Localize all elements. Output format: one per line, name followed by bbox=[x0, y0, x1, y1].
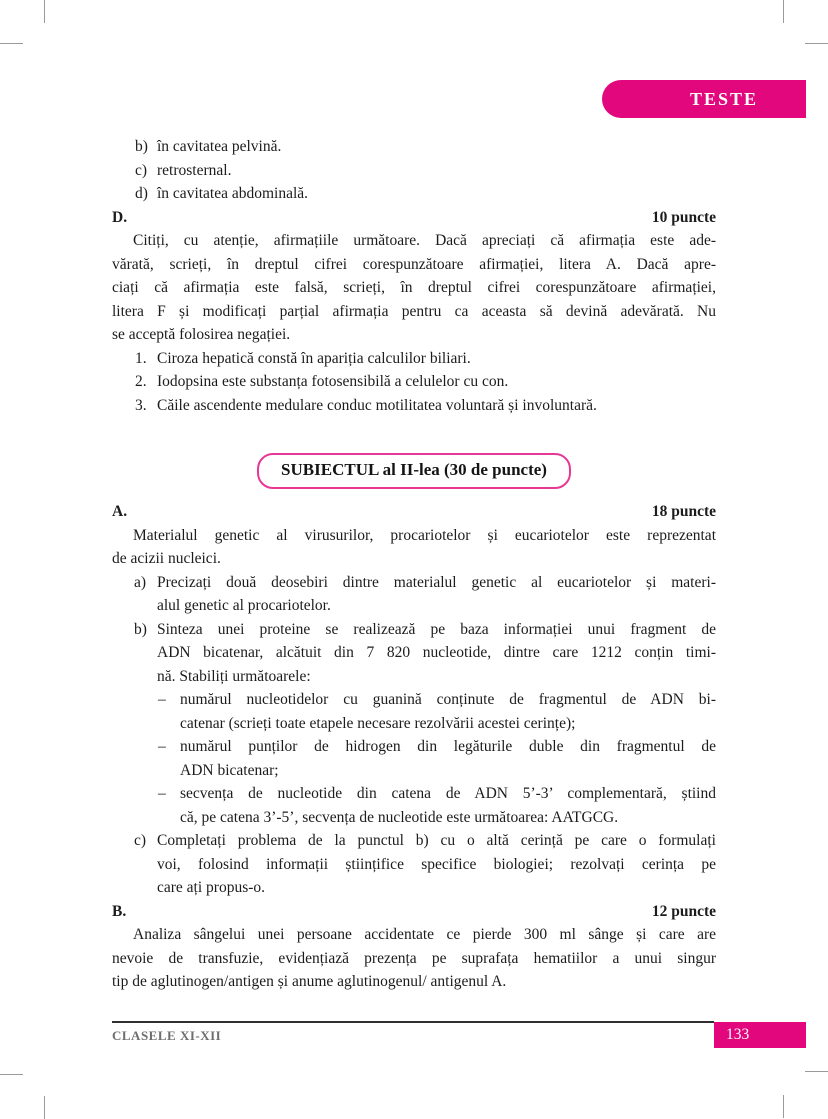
item-c-continuation: care ați propus-o. bbox=[157, 879, 266, 896]
section-a-label: A. bbox=[112, 503, 128, 520]
dash-item-text: numărul nucleotidelor cu guanină conținute de fragmentul de ADN bi- bbox=[180, 691, 716, 708]
item-c-text: Completați problema de la punctul b) cu o altă cerință pe care o formulați bbox=[157, 832, 716, 849]
dash-item-continuation: ADN bicatenar; bbox=[180, 761, 279, 779]
item-a-continuation: alul genetic al procariotelor. bbox=[157, 597, 331, 614]
option-row bbox=[112, 159, 716, 183]
dash-marker: – bbox=[158, 691, 166, 708]
crop-mark-top-left-vertical bbox=[44, 0, 45, 23]
dash-item-row bbox=[112, 782, 716, 806]
option-label: c) bbox=[135, 161, 148, 179]
dash-item-continuation: că, pe catena 3’-5’, secvența de nucleotide este următoarea: AATGCG. bbox=[180, 808, 619, 826]
item-b-continuation: ADN bicatenar, alcătuit din 7 820 nucleotide, dintre care 1212 conțin timi- bbox=[157, 644, 716, 661]
crop-mark-bottom-right-horizontal bbox=[805, 1071, 828, 1072]
option-text: în cavitatea abdominală. bbox=[157, 185, 309, 202]
teste-tab-label: TESTE bbox=[689, 89, 759, 109]
statement-text: Iodopsina este substanța fotosensibilă a celulelor cu con. bbox=[157, 373, 509, 390]
section-b-header bbox=[112, 900, 716, 924]
crop-mark-bottom-left-vertical bbox=[44, 1096, 45, 1119]
dash-item-continuation: catenar (scrieți toate etapele necesare rezolvării acestei cerințe); bbox=[180, 714, 576, 732]
option-label: d) bbox=[135, 185, 148, 202]
dash-item-row bbox=[112, 688, 716, 712]
item-c-continuation: voi, folosind informații științifice specifice biologiei; rezolvați cerința pe bbox=[157, 855, 716, 873]
option-text: retrosternal. bbox=[157, 161, 232, 179]
paragraph-line: nevoie de transfuzie, evidențiază prezența pe suprafața hematiilor a unui singur bbox=[112, 949, 716, 967]
teste-tab bbox=[602, 80, 806, 118]
body-column bbox=[112, 135, 716, 994]
subject-box bbox=[257, 453, 571, 489]
crop-mark-top-right-vertical bbox=[783, 0, 784, 23]
paragraph-line: Citiți, cu atenție, afirmațiile următoare. Dacă apreciați că afirmația este ade- bbox=[133, 232, 716, 249]
item-b-continuation: nă. Stabiliți următoarele: bbox=[157, 667, 311, 685]
subject-box-wrapper bbox=[112, 453, 716, 489]
paragraph-line: ciați că afirmația este falsă, scrieți, în dreptul cifrei corespunzătoare afirmației, bbox=[112, 279, 716, 296]
option-text: în cavitatea pelvină. bbox=[157, 138, 282, 155]
statement-text: Ciroza hepatică constă în apariția calculilor biliari. bbox=[157, 349, 471, 367]
statement-row bbox=[112, 370, 716, 394]
section-d-points: 10 puncte bbox=[651, 208, 716, 226]
statement-row bbox=[112, 347, 716, 371]
statement-number: 2. bbox=[135, 373, 147, 390]
paragraph-line: Analiza sângelui unei persoane accidentate ce pierde 300 ml sânge și care are bbox=[133, 926, 716, 943]
item-a-text: Precizați două deosebiri dintre materialul genetic al eucariotelor și materi- bbox=[157, 573, 716, 591]
dash-item-text: secvența de nucleotide din catena de ADN 5’-3’ complementară, știind bbox=[180, 785, 716, 802]
dash-marker: – bbox=[158, 738, 166, 755]
section-a-header bbox=[112, 500, 716, 524]
item-a-row bbox=[112, 571, 716, 595]
paragraph-line: se acceptă folosirea negației. bbox=[112, 326, 291, 343]
option-label: b) bbox=[135, 138, 148, 155]
crop-mark-bottom-right-vertical bbox=[783, 1095, 784, 1118]
intro-line: de acizii nucleici. bbox=[112, 550, 221, 567]
paragraph-line: vărată, scrieți, în dreptul cifrei corespunzătoare afirmației, litera A. Dacă apre- bbox=[112, 255, 716, 273]
footer-page-number bbox=[714, 1022, 806, 1048]
statement-number: 3. bbox=[135, 396, 147, 414]
statement-row bbox=[112, 394, 716, 418]
section-b-label: B. bbox=[112, 902, 127, 920]
footer-rule bbox=[112, 1021, 714, 1023]
option-row bbox=[112, 135, 716, 159]
paragraph-line: litera F și modificați parțial afirmația pentru ca aceasta să devină adevărată. Nu bbox=[112, 302, 716, 320]
dash-item-row bbox=[112, 735, 716, 759]
item-a-label: a) bbox=[134, 573, 147, 591]
section-a-points: 18 puncte bbox=[651, 503, 716, 520]
subject-box-title: SUBIECTUL al II-lea (30 de puncte) bbox=[281, 460, 547, 479]
crop-mark-top-right-horizontal bbox=[805, 43, 828, 44]
section-b-points: 12 puncte bbox=[651, 902, 716, 920]
item-c-row bbox=[112, 829, 716, 853]
item-c-label: c) bbox=[134, 832, 147, 849]
intro-line: Materialul genetic al virusurilor, procariotelor și eucariotelor este reprezentat bbox=[133, 526, 716, 544]
section-d-header bbox=[112, 206, 716, 230]
item-b-row bbox=[112, 618, 716, 642]
item-b-text: Sinteza unei proteine se realizează pe baza informației unui fragment de bbox=[157, 620, 716, 638]
crop-mark-bottom-left-horizontal bbox=[0, 1074, 23, 1075]
statement-text: Căile ascendente medulare conduc motilitatea voluntară și involuntară. bbox=[157, 396, 597, 414]
crop-mark-top-left-horizontal bbox=[0, 43, 23, 44]
dash-marker: – bbox=[158, 785, 166, 802]
statement-number: 1. bbox=[135, 349, 147, 367]
item-b-label: b) bbox=[134, 620, 147, 638]
page-number: 133 bbox=[726, 1026, 750, 1043]
dash-item-text: numărul punților de hidrogen din legăturile duble din fragmentul de bbox=[180, 738, 716, 755]
section-d-label: D. bbox=[112, 208, 128, 226]
option-row bbox=[112, 182, 716, 206]
paragraph-line: tip de aglutinogen/antigen și anume aglutinogenul/ antigenul A. bbox=[112, 973, 507, 990]
footer-label: CLASELE XI-XII bbox=[112, 1028, 222, 1043]
